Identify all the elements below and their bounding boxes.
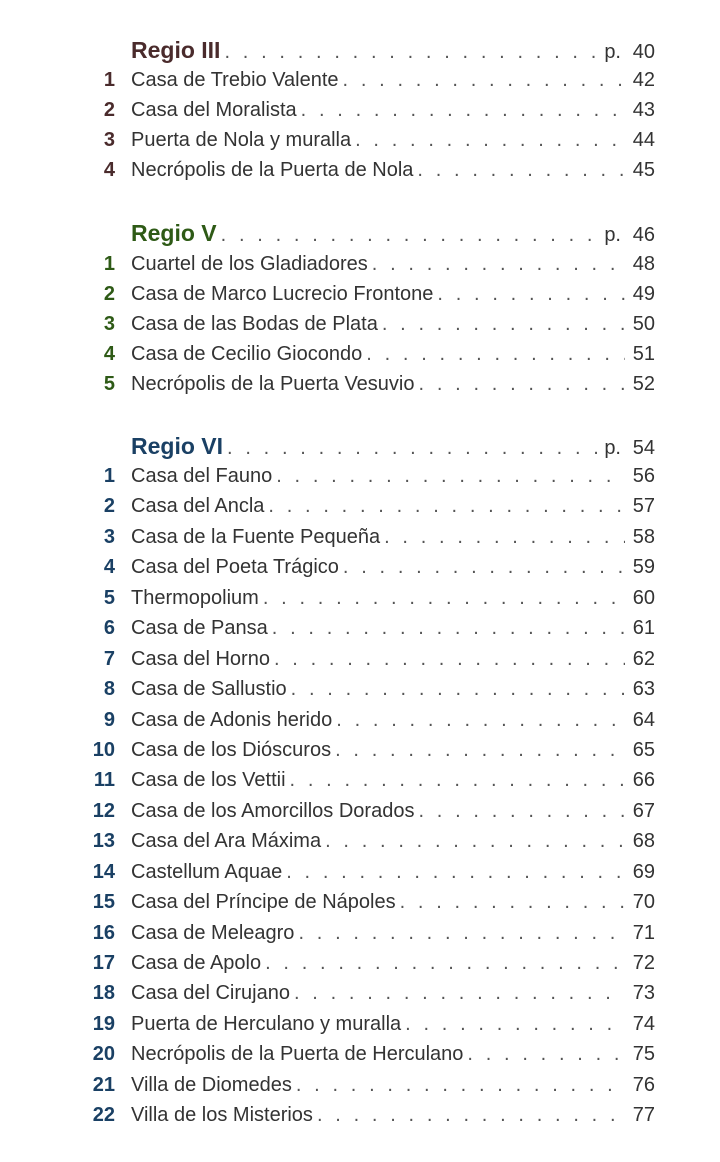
item-label: Castellum Aquae [131,861,283,883]
page-number: 52 [632,373,655,395]
dot-leader [325,826,625,856]
list-item [0,155,720,185]
item-number: 20 [92,1043,115,1065]
page-number: 48 [632,253,655,275]
list-item [0,1070,720,1100]
dot-leader [265,948,625,978]
item-number: 3 [103,526,115,548]
item-label: Villa de Diomedes [131,1074,292,1096]
item-number: 5 [103,373,115,395]
item-label: Casa del Moralista [131,99,297,121]
dot-leader [419,369,626,399]
list-item [0,705,720,735]
dot-leader [437,279,625,309]
section-title: Regio VI [131,433,224,459]
section-title: Regio III [131,37,221,63]
item-number: 11 [93,769,115,791]
item-number: 18 [92,982,115,1004]
list-item [0,339,720,369]
list-item [0,613,720,643]
page-number: 51 [632,343,655,365]
item-number: 22 [92,1104,115,1126]
item-label: Cuartel de los Gladiadores [131,253,368,275]
dot-leader [400,887,625,917]
dot-leader [336,705,625,735]
item-number: 6 [103,617,115,639]
list-item [0,644,720,674]
list-item [0,765,720,795]
item-label: Casa de Apolo [131,952,262,974]
page-number: 65 [632,739,655,761]
dot-leader [335,735,625,765]
item-label: Casa de Cecilio Giocondo [131,343,363,365]
page-number: 59 [632,556,655,578]
page-number: 46 [632,224,655,246]
list-item [0,948,720,978]
item-label: Casa de Marco Lucrecio Frontone [131,283,434,305]
item-number: 19 [92,1013,115,1035]
page-number: 43 [632,99,655,121]
item-number: 15 [92,891,115,913]
list-item [0,857,720,887]
page-number: 42 [632,69,655,91]
dot-leader [224,37,598,67]
dot-leader [276,461,625,491]
dot-leader [298,918,625,948]
page-number: 70 [632,891,655,913]
dot-leader [290,765,625,795]
item-label: Casa de Sallustio [131,678,287,700]
item-number: 21 [92,1074,115,1096]
item-label: Casa del Fauno [131,465,273,487]
section-heading [0,35,720,65]
list-item [0,369,720,399]
dot-leader [274,644,625,674]
page-number: 54 [632,437,655,459]
page-number: 66 [632,769,655,791]
list-item [0,978,720,1008]
list-item [0,735,720,765]
item-number: 13 [92,830,115,852]
list-item [0,1100,720,1130]
item-number: 3 [103,129,115,151]
page-number: 40 [632,41,655,63]
list-item [0,1039,720,1069]
page-number: 60 [632,587,655,609]
list-item [0,309,720,339]
item-label: Necrópolis de la Puerta de Herculano [131,1043,464,1065]
page-number: 68 [632,830,655,852]
page-number: 56 [632,465,655,487]
dot-leader [418,796,625,826]
section-heading [0,431,720,461]
item-number: 10 [92,739,115,761]
list-item [0,279,720,309]
dot-leader [286,857,625,887]
list-item [0,583,720,613]
dot-leader [301,95,625,125]
item-number: 1 [103,69,115,91]
item-label: Villa de los Misterios [131,1104,313,1126]
item-label: Casa de los Amorcillos Dorados [131,800,415,822]
list-item [0,796,720,826]
page-number: 58 [632,526,655,548]
dot-leader [294,978,625,1008]
list-item [0,95,720,125]
item-number: 8 [103,678,115,700]
item-label: Casa de las Bodas de Plata [131,313,378,335]
item-number: 2 [103,99,115,121]
item-number: 1 [103,465,115,487]
item-label: Casa de Adonis herido [131,709,333,731]
page-number: 74 [632,1013,655,1035]
item-label: Casa del Ara Máxima [131,830,322,852]
item-number: 16 [92,922,115,944]
section-heading [0,218,720,248]
item-number: 14 [92,861,115,883]
dot-leader [467,1039,625,1069]
dot-leader [343,552,625,582]
dot-leader [405,1009,625,1039]
item-number: 4 [103,556,115,578]
dot-leader [227,433,598,463]
page-number: 63 [632,678,655,700]
item-number: 12 [92,800,115,822]
item-label: Casa de los Dióscuros [131,739,332,761]
item-label: Casa del Príncipe de Nápoles [131,891,396,913]
dot-leader [372,249,625,279]
item-label: Casa de Meleagro [131,922,295,944]
dot-leader [384,522,625,552]
list-item [0,887,720,917]
list-item [0,522,720,552]
list-item [0,1009,720,1039]
dot-leader [355,125,625,155]
page-number: 64 [632,709,655,731]
item-label: Casa de la Fuente Pequeña [131,526,381,548]
list-item [0,674,720,704]
page-number: 44 [632,129,655,151]
dot-leader [317,1100,625,1130]
list-item [0,918,720,948]
item-label: Puerta de Herculano y muralla [131,1013,402,1035]
list-item [0,826,720,856]
list-item [0,65,720,95]
item-label: Casa de Pansa [131,617,268,639]
dot-leader [291,674,625,704]
page-number: 73 [632,982,655,1004]
list-item [0,461,720,491]
item-number: 1 [103,253,115,275]
page-number: 69 [632,861,655,883]
page-number: 76 [632,1074,655,1096]
page-number: 61 [632,617,655,639]
list-item [0,552,720,582]
item-label: Casa del Horno [131,648,270,670]
item-label: Necrópolis de la Puerta de Nola [131,159,414,181]
dot-leader [343,65,625,95]
list-item [0,125,720,155]
item-label: Necrópolis de la Puerta Vesuvio [131,373,415,395]
item-label: Casa del Poeta Trágico [131,556,339,578]
item-label: Puerta de Nola y muralla [131,129,352,151]
page-number: 71 [632,922,655,944]
item-number: 5 [103,587,115,609]
page-number: 72 [632,952,655,974]
item-label: Casa del Ancla [131,495,265,517]
page-number: 75 [632,1043,655,1065]
page-prefix: p. [604,437,621,459]
page-number: 77 [632,1104,655,1126]
item-label: Thermopolium [131,587,259,609]
item-number: 4 [103,343,115,365]
item-label: Casa de los Vettii [131,769,286,791]
item-number: 9 [103,709,115,731]
dot-leader [221,220,599,250]
dot-leader [382,309,625,339]
item-number: 4 [103,159,115,181]
dot-leader [366,339,625,369]
page-prefix: p. [604,224,621,246]
list-item [0,491,720,521]
page-number: 57 [632,495,655,517]
item-number: 17 [92,952,115,974]
page-number: 67 [632,800,655,822]
item-label: Casa del Cirujano [131,982,290,1004]
dot-leader [263,583,625,613]
page-number: 45 [632,159,655,181]
page-number: 62 [632,648,655,670]
dot-leader [296,1070,625,1100]
item-number: 2 [103,283,115,305]
dot-leader [417,155,625,185]
item-number: 3 [103,313,115,335]
item-label: Casa de Trebio Valente [131,69,339,91]
section-title: Regio V [131,220,217,246]
page-number: 50 [632,313,655,335]
dot-leader [268,491,625,521]
item-number: 7 [103,648,115,670]
page-prefix: p. [604,41,621,63]
item-number: 2 [103,495,115,517]
dot-leader [272,613,625,643]
list-item [0,249,720,279]
page-number: 49 [632,283,655,305]
